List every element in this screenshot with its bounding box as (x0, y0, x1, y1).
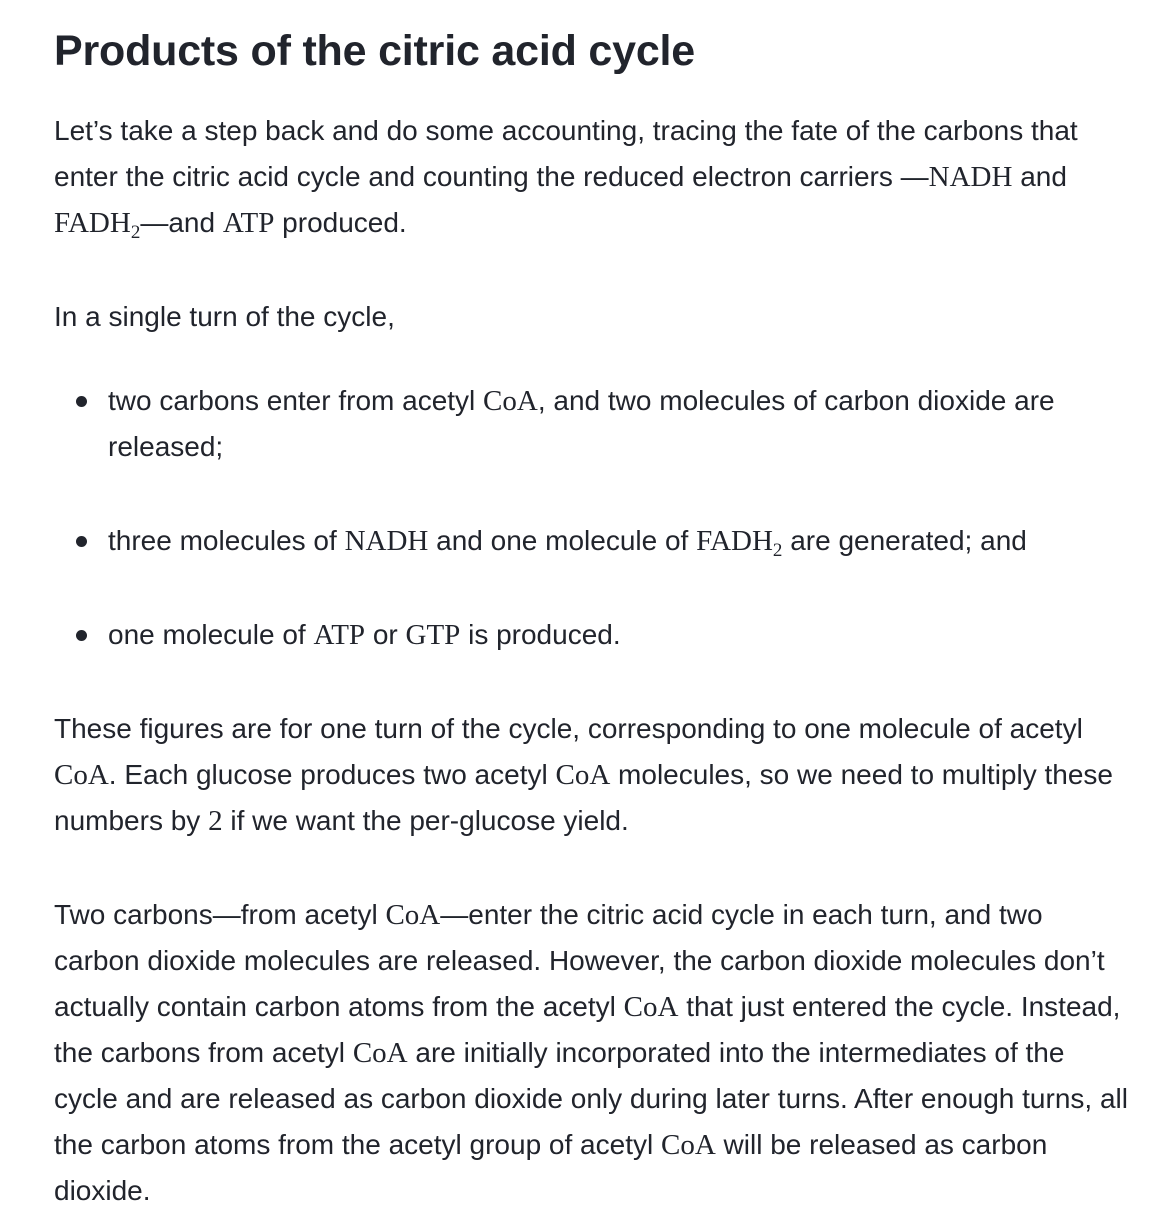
fadh-text: FADH (696, 525, 773, 557)
p4-text-1: Two carbons—from acetyl (54, 899, 386, 930)
p3-text-2: . Each glucose produces two acetyl (108, 759, 556, 790)
coa-math: CoA (623, 991, 679, 1023)
bullet-icon (76, 396, 87, 407)
intro-text-3: —and (140, 207, 223, 238)
fadh2-math (696, 525, 783, 561)
b3-text-2: or (365, 619, 406, 650)
coa-math: CoA (555, 759, 611, 791)
atp-math: ATP (313, 619, 366, 651)
coa-math: CoA (352, 1037, 408, 1069)
bullet-icon (76, 630, 87, 641)
list-item (54, 518, 1134, 564)
number-math: 2 (208, 805, 223, 837)
page-title: Products of the citric acid cycle (54, 27, 696, 75)
nadh-math: NADH (344, 525, 429, 557)
article (54, 24, 1134, 1214)
p3-text-1: These figures are for one turn of the cycle, corresponding to one molecule of acetyl (54, 713, 1083, 744)
lead-paragraph: In a single turn of the cycle, (54, 301, 395, 332)
p4-text-4: are initially incorporated into the intermediates of the cycle and are released as carbon dioxide only during later turns. After enough turns, all the carbon atoms from the acetyl group of acetyl (54, 1037, 1128, 1160)
subscript-2: 2 (772, 540, 783, 561)
p3-text-3: molecules, so we need to multiply these numbers by (54, 759, 1113, 836)
b2-text-1: three molecules of (108, 525, 345, 556)
b1-text-2: , and two molecules of carbon dioxide are released; (108, 385, 1055, 462)
atp-math: ATP (222, 207, 275, 239)
b3-text-1: one molecule of (108, 619, 314, 650)
fadh-text: FADH (54, 207, 131, 239)
p4-text-5: will be released as carbon dioxide. (54, 1129, 1048, 1206)
b2-text-2: and one molecule of (428, 525, 697, 556)
coa-math: CoA (385, 899, 441, 931)
bullet-icon (76, 536, 87, 547)
coa-math: CoA (483, 385, 538, 417)
b3-text-3: is produced. (460, 619, 621, 650)
per-glucose-paragraph (54, 706, 1134, 844)
intro-text-2: and (1012, 161, 1067, 192)
coa-math: CoA (660, 1129, 716, 1161)
b2-text-3: are generated; and (782, 525, 1027, 556)
list-item (54, 378, 1134, 470)
intro-paragraph (54, 108, 1134, 246)
coa-math: CoA (54, 759, 109, 791)
subscript-2: 2 (130, 222, 141, 243)
list-item (54, 612, 1134, 658)
nadh-math: NADH (928, 161, 1013, 193)
p3-text-4: if we want the per-glucose yield. (222, 805, 629, 836)
p4-text-3: that just entered the cycle. Instead, the carbons from acetyl (54, 991, 1121, 1068)
gtp-math: GTP (405, 619, 461, 651)
p4-text-2: —enter the citric acid cycle in each turn, and two carbon dioxide molecules are released. However, the carbon dioxide molecules don’t actually contain carbon atoms from the acetyl (54, 899, 1105, 1022)
intro-text-1: Let’s take a step back and do some accounting, tracing the fate of the carbons that enter the citric acid cycle and counting the reduced electron carriers — (54, 115, 1078, 192)
b1-text-1: two carbons enter from acetyl (108, 385, 484, 416)
intro-text-4: produced. (274, 207, 407, 238)
fadh2-math (54, 207, 141, 243)
bullet-list (54, 378, 1134, 658)
carbon-fate-paragraph (54, 892, 1134, 1214)
